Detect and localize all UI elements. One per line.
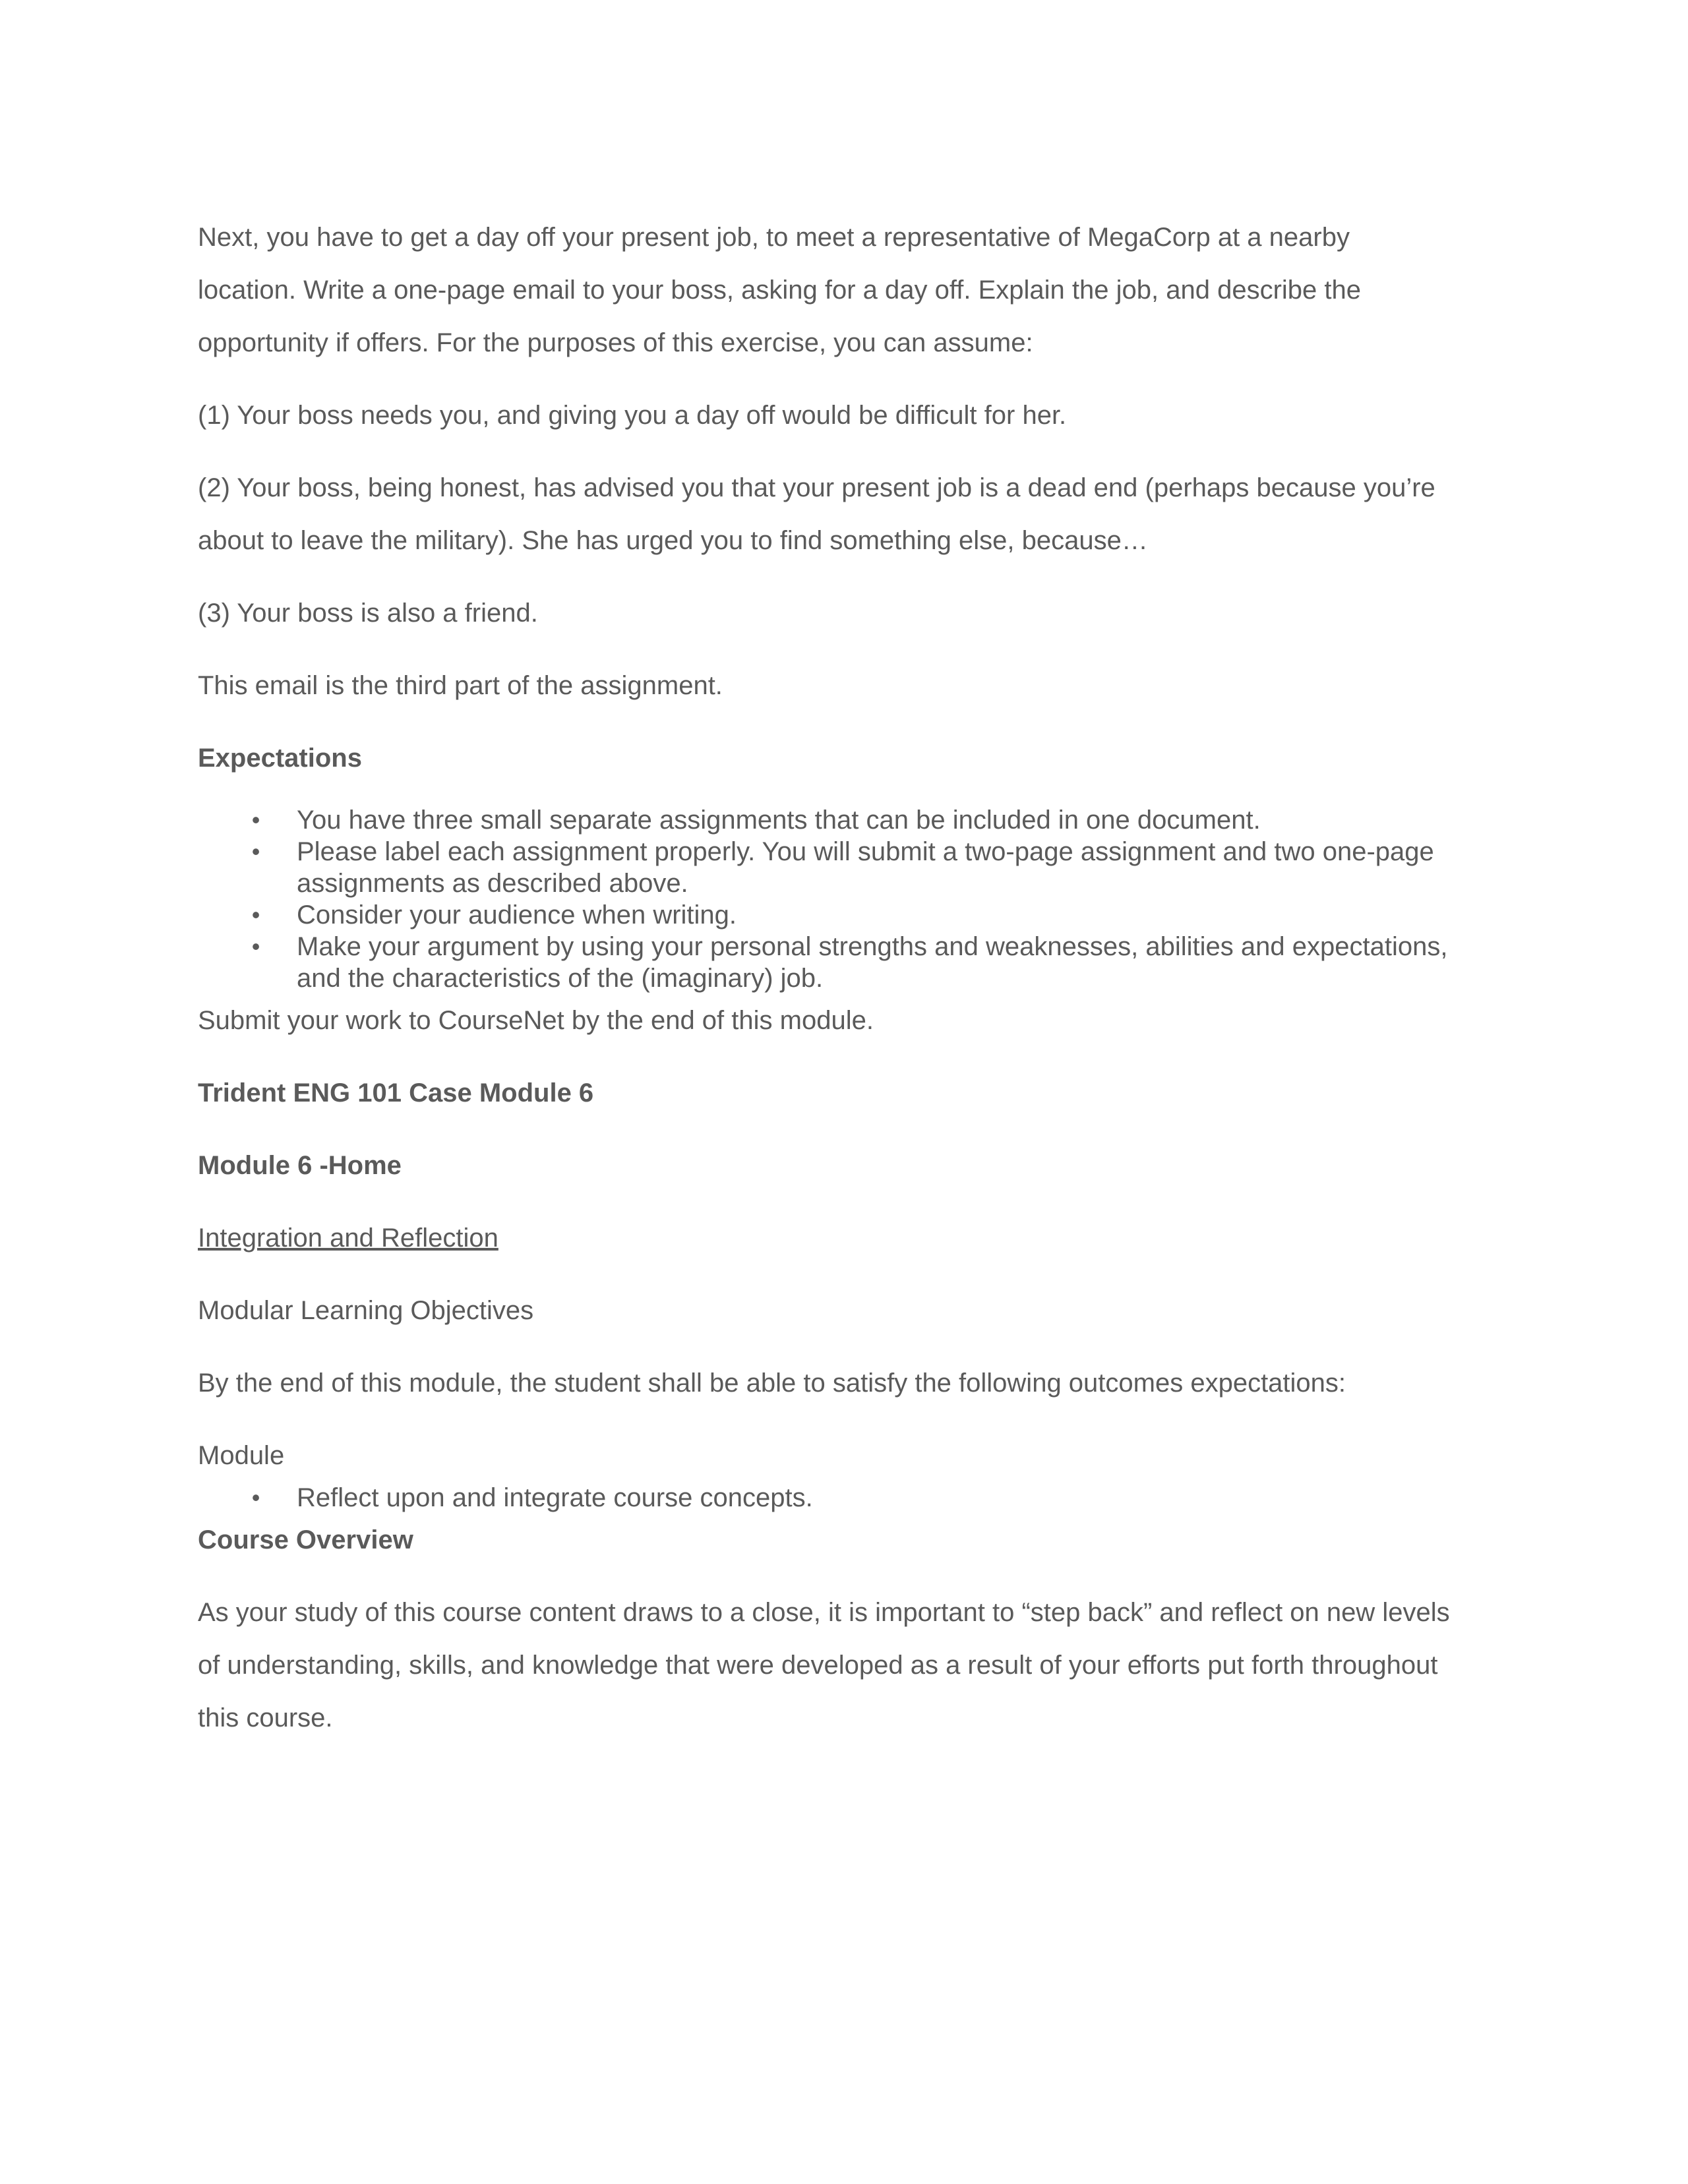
module-home-heading: Module 6 -Home [198, 1151, 402, 1180]
document-page [198, 211, 1451, 1764]
bullet-icon: • [251, 933, 260, 960]
list-item [198, 931, 1451, 994]
bullet-icon: • [251, 901, 260, 928]
bullet-icon: • [251, 1484, 260, 1511]
list-item [198, 836, 1451, 899]
bullet-icon: • [251, 838, 260, 865]
expectations-list [198, 804, 1451, 994]
list-item-text: Reflect upon and integrate course concepts. [297, 1483, 813, 1512]
assumption-3: (3) Your boss is also a friend. [198, 599, 538, 628]
course-overview-heading: Course Overview [198, 1525, 413, 1554]
expectations-heading: Expectations [198, 744, 362, 773]
bullet-icon: • [251, 806, 260, 833]
assumption-2: (2) Your boss, being honest, has advised you that your present job is a dead end (perhaps because you’re about to leave the military). She has urged you to find something else, because… [198, 473, 1435, 555]
list-item-text: Make your argument by using your personal strengths and weaknesses, abilities and expectations, and the characteristics of the (imaginary) job. [297, 932, 1448, 993]
objectives-label: Modular Learning Objectives [198, 1296, 534, 1325]
list-item-text: Consider your audience when writing. [297, 900, 737, 930]
integration-reflection-link[interactable]: Integration and Reflection [198, 1224, 498, 1253]
third-part-note: This email is the third part of the assignment. [198, 671, 723, 700]
list-item-text: You have three small separate assignments that can be included in one document. [297, 806, 1261, 835]
list-item [198, 899, 1451, 931]
course-overview-text: As your study of this course content draws to a close, it is important to “step back” and reflect on new levels of understanding, skills, and knowledge that were developed as a result of your efforts put forth throughout this course. [198, 1598, 1450, 1732]
list-item [198, 1482, 1451, 1514]
list-item [198, 804, 1451, 836]
module-objectives-list [198, 1482, 1451, 1514]
list-item-text: Please label each assignment properly. You will submit a two-page assignment and two one-page assignments as described above. [297, 837, 1434, 898]
assumption-1: (1) Your boss needs you, and giving you a day off would be difficult for her. [198, 401, 1067, 430]
case-title: Trident ENG 101 Case Module 6 [198, 1078, 594, 1107]
intro-paragraph: Next, you have to get a day off your present job, to meet a representative of MegaCorp at a nearby location. Write a one-page email to your boss, asking for a day off. Explain the job, and describe the opportunity if offers. For the purposes of this exercise, you can assume: [198, 223, 1362, 357]
submit-instructions: Submit your work to CourseNet by the end of this module. [198, 1006, 874, 1035]
module-label: Module [198, 1441, 285, 1470]
objectives-intro: By the end of this module, the student shall be able to satisfy the following outcomes expectations: [198, 1369, 1346, 1398]
